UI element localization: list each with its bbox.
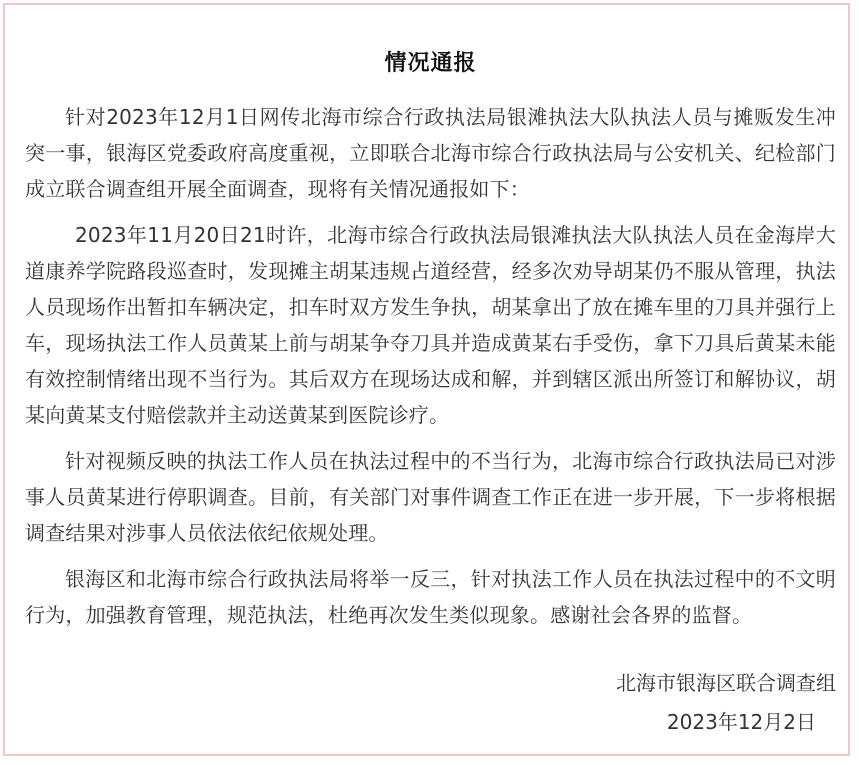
signature-organization: 北海市银海区联合调查组 (616, 671, 836, 695)
signature-date: 2023年12月2日 (666, 710, 816, 734)
document-title: 情况通报 (384, 51, 477, 76)
paragraph-investigation-status: 针对视频反映的执法工作人员在执法过程中的不当行为，北海市综合行政执法局已对涉事人员黄某进行停职调查。目前，有关部门对事件调查工作正在进一步开展，下一步将根据调查结果对涉事人员依法依纪依规处理。 (25, 449, 836, 545)
paragraph-closing: 银海区和北海市综合行政执法局将举一反三，针对执法工作人员在执法过程中的不文明行为，加强教育管理，规范执法，杜绝再次发生类似现象。感谢社会各界的监督。 (25, 567, 836, 627)
notice-document (3, 3, 850, 756)
paragraph-intro: 针对2023年12月1日网传北海市综合行政执法局银滩执法大队执法人员与摊贩发生冲突一事，银海区党委政府高度重视，立即联合北海市综合行政执法局与公安机关、纪检部门成立联合调查组开展全面调查，现将有关情况通报如下： (25, 105, 836, 201)
paragraph-incident-details: 2023年11月20日21时许，北海市综合行政执法局银滩执法大队执法人员在金海岸大道康养学院路段巡查时，发现摊主胡某违规占道经营，经多次劝导胡某仍不服从管理，执法人员现场作出暂扣车辆决定，扣车时双方发生争执，胡某拿出了放在摊车里的刀具并强行上车，现场执法工作人员黄某上前与胡某争夺刀具并造成黄某右手受伤，拿下刀具后黄某未能有效控制情绪出现不当行为。其后双方在现场达成和解，并到辖区派出所签订和解协议，胡某向黄某支付赔偿款并主动送黄某到医院诊疗。 (25, 223, 836, 427)
